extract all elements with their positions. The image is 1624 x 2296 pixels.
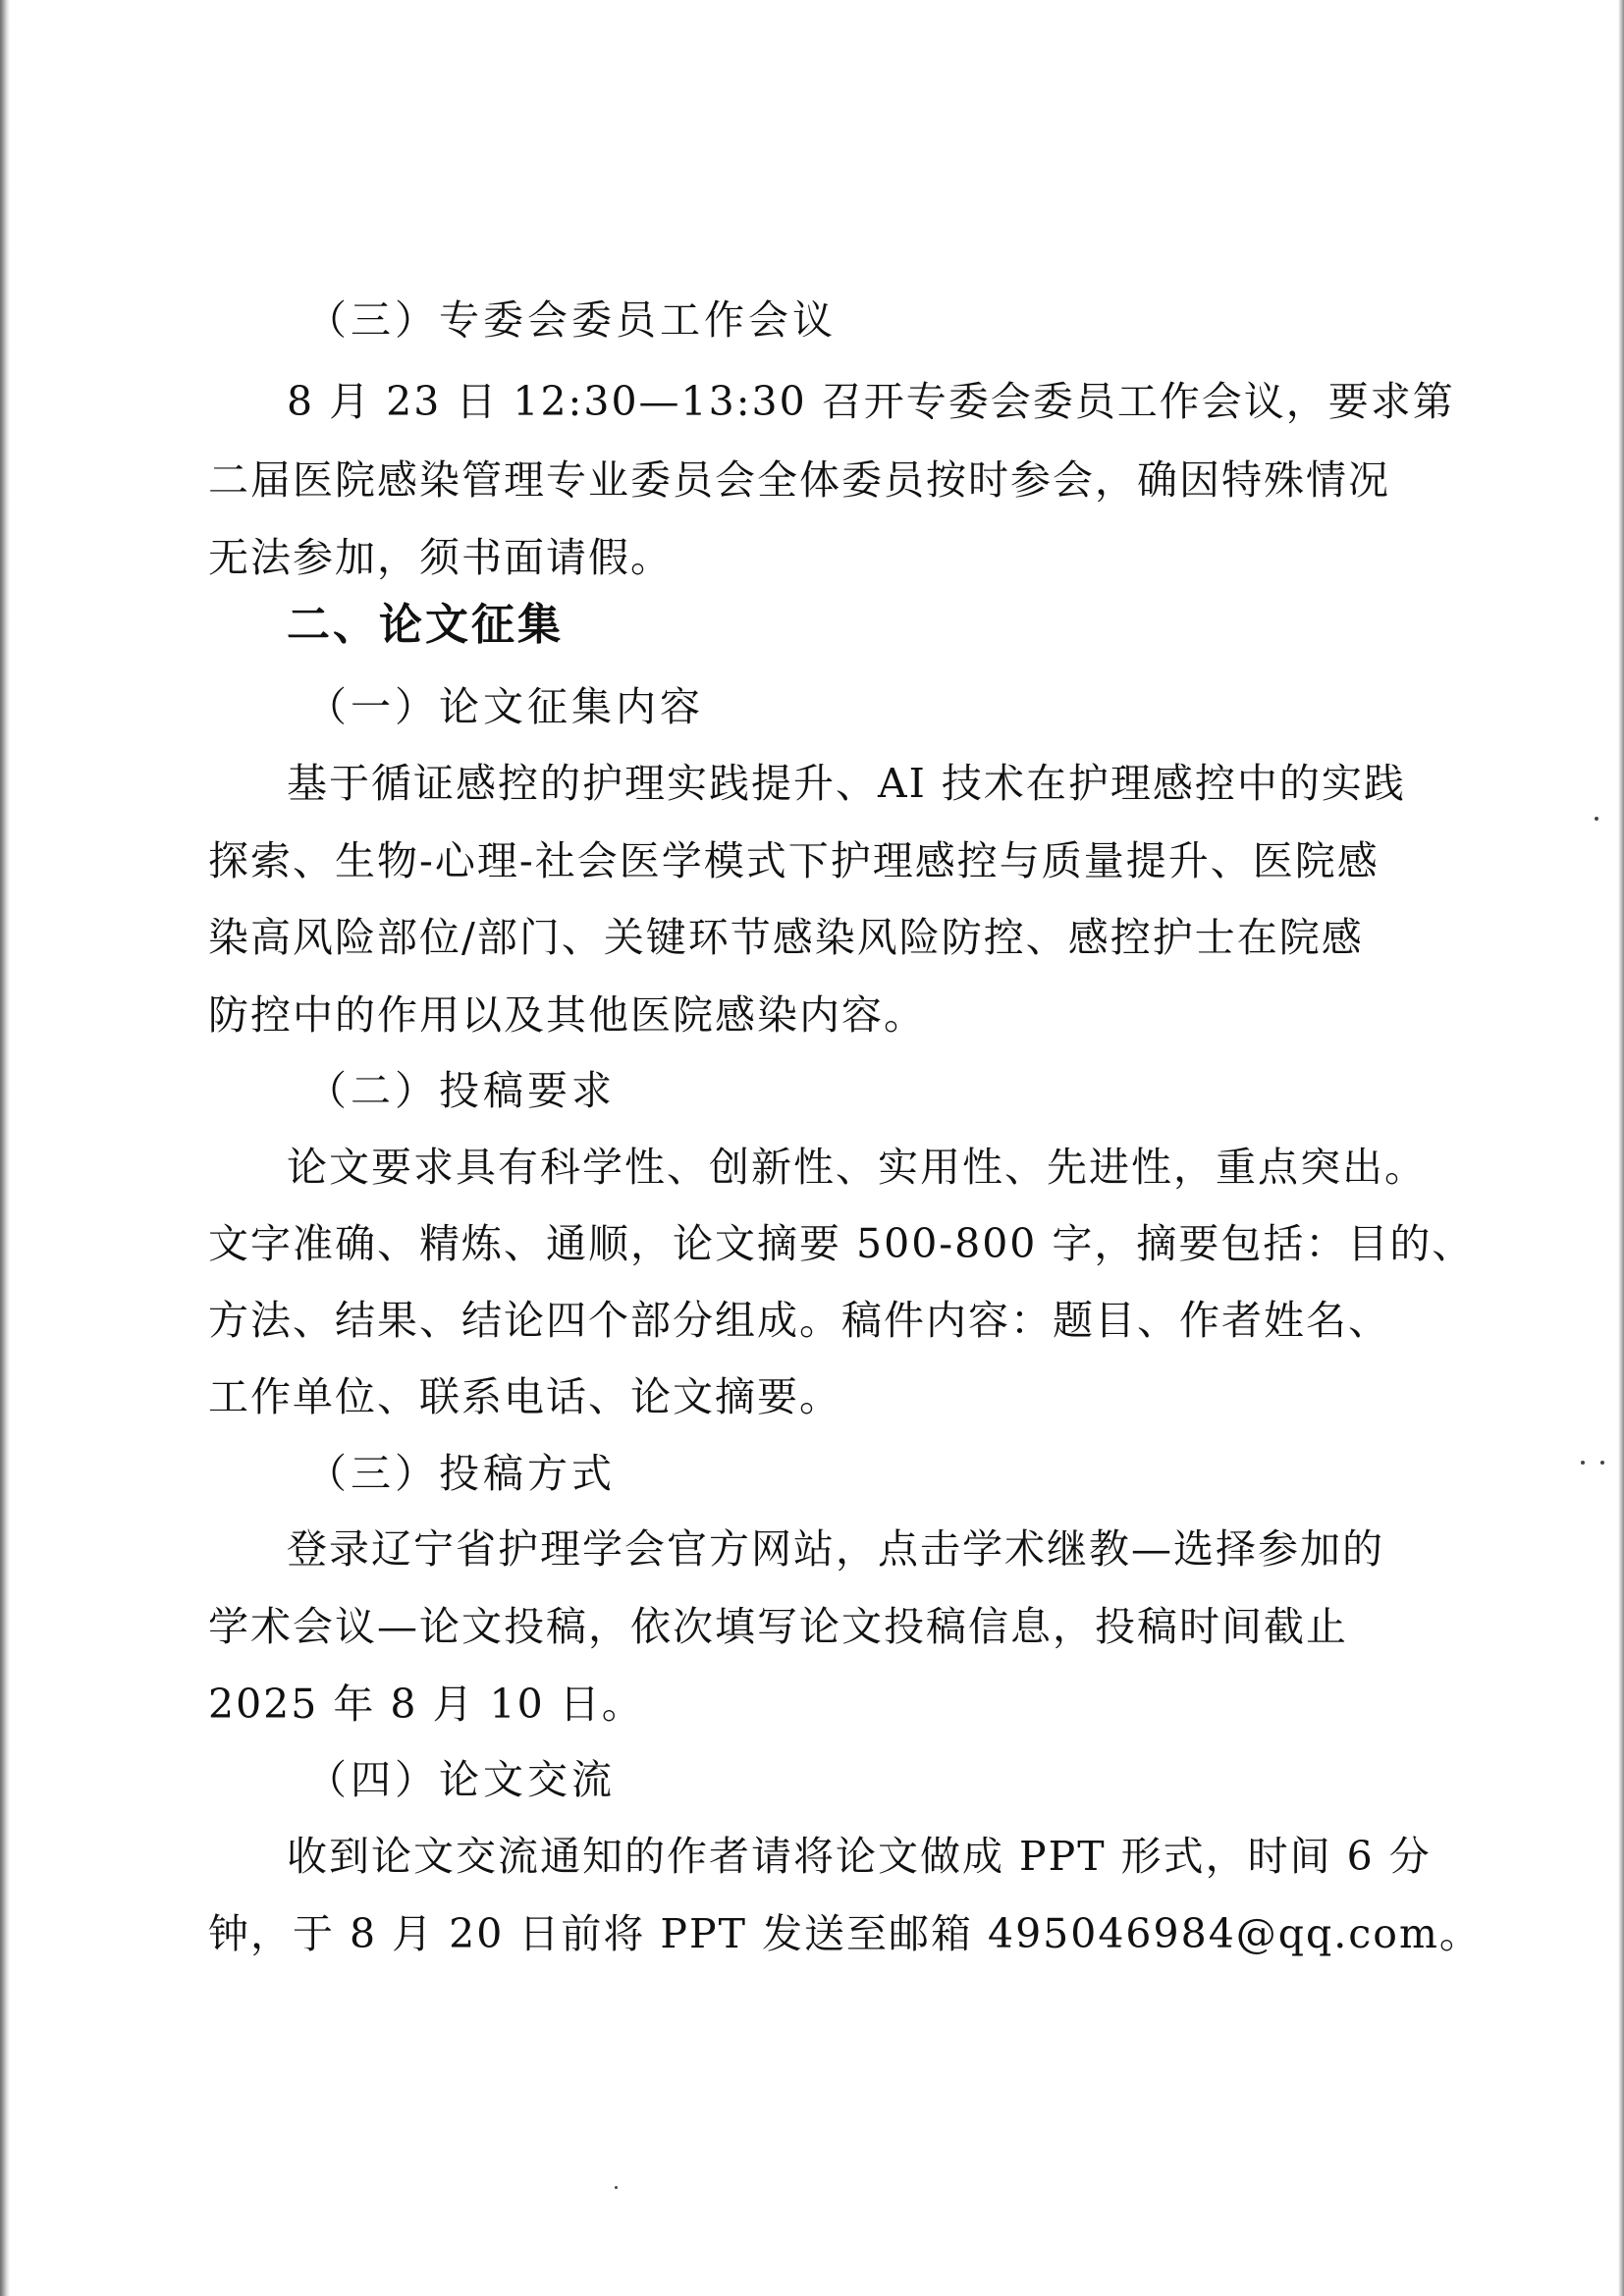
section-heading-committee-meeting: （三）专委会委员工作会议 bbox=[306, 296, 837, 344]
paragraph-line: 收到论文交流通知的作者请将论文做成 PPT 形式，时间 6 分 bbox=[287, 1833, 1432, 1880]
scan-speck bbox=[1595, 817, 1598, 821]
section-heading-paper-exchange: （四）论文交流 bbox=[306, 1756, 616, 1803]
section-heading-submission-method: （三）投稿方式 bbox=[306, 1450, 616, 1497]
paragraph-line: 二届医院感染管理专业委员会全体委员按时参会，确因特殊情况 bbox=[208, 456, 1390, 504]
section-heading-submission-requirements: （二）投稿要求 bbox=[306, 1067, 616, 1114]
paragraph-line: 文字准确、精炼、通顺，论文摘要 500-800 字，摘要包括：目的、 bbox=[208, 1220, 1475, 1267]
chapter-heading-paper-collection: 二、论文征集 bbox=[287, 600, 564, 650]
paragraph-line: 论文要求具有科学性、创新性、实用性、先进性，重点突出。 bbox=[287, 1144, 1427, 1191]
paragraph-line: 钟，于 8 月 20 日前将 PPT 发送至邮箱 495046984@qq.com。 bbox=[208, 1910, 1482, 1957]
scan-speck bbox=[615, 2186, 618, 2189]
paragraph-line: 基于循证感控的护理实践提升、AI 技术在护理感控中的实践 bbox=[287, 760, 1406, 807]
scan-edge-right bbox=[1618, 0, 1624, 2296]
paragraph-line: 2025 年 8 月 10 日。 bbox=[208, 1681, 644, 1728]
paragraph-line: 学术会议—论文投稿，依次填写论文投稿信息，投稿时间截止 bbox=[208, 1603, 1348, 1650]
paragraph-line: 无法参加，须书面请假。 bbox=[208, 534, 673, 581]
paragraph-line: 8 月 23 日 12:30—13:30 召开专委会委员工作会议，要求第 bbox=[287, 378, 1455, 425]
scan-speck bbox=[1600, 1461, 1604, 1465]
scan-speck bbox=[1581, 1461, 1585, 1465]
paragraph-line: 工作单位、联系电话、论文摘要。 bbox=[208, 1373, 841, 1420]
paragraph-line: 方法、结果、结论四个部分组成。稿件内容：题目、作者姓名、 bbox=[208, 1297, 1390, 1344]
scan-edge-left bbox=[0, 0, 10, 2296]
paragraph-line: 登录辽宁省护理学会官方网站，点击学术继教—选择参加的 bbox=[287, 1525, 1384, 1573]
paragraph-line: 探索、生物-心理-社会医学模式下护理感控与质量提升、医院感 bbox=[208, 837, 1380, 884]
paragraph-line: 防控中的作用以及其他医院感染内容。 bbox=[208, 991, 926, 1039]
paragraph-line: 染高风险部位/部门、关键环节感染风险防控、感控护士在院感 bbox=[208, 914, 1364, 961]
section-heading-paper-content: （一）论文征集内容 bbox=[306, 683, 704, 730]
